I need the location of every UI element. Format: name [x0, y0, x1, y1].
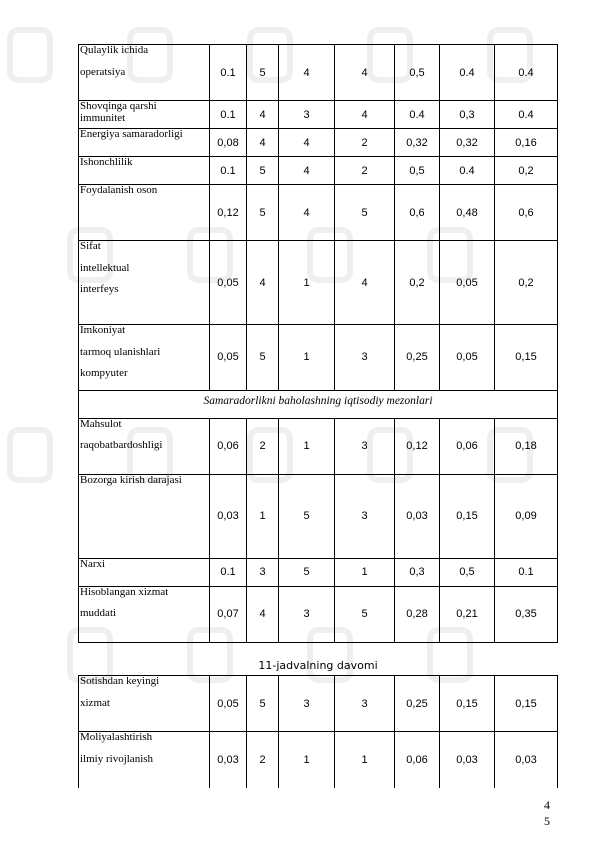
table-continuation-caption: 11-jadvalning davomi	[258, 659, 378, 672]
value-cell: 5	[247, 157, 279, 185]
value-cell: 0,6	[495, 185, 558, 241]
value-cell: 0,25	[395, 676, 440, 732]
value-cell: 4	[247, 241, 279, 325]
table-row	[79, 157, 558, 185]
criterion-label-line: muddati	[80, 607, 117, 620]
value-cell: 3	[279, 586, 335, 642]
value-cell: 5	[335, 586, 395, 642]
value-cell: 0,32	[395, 129, 440, 157]
value-cell: 4	[279, 45, 335, 101]
value-cell: 0.4	[495, 101, 558, 129]
criterion-cell	[79, 418, 210, 474]
value-cell: 1	[279, 325, 335, 391]
value-cell: 0,03	[210, 732, 247, 788]
value-cell: 0,03	[395, 474, 440, 558]
value-cell: 0,08	[210, 129, 247, 157]
value-cell: 0.1	[210, 558, 247, 586]
table-row	[79, 185, 558, 241]
value-cell: 0.1	[210, 101, 247, 129]
table-row	[79, 101, 558, 129]
value-cell: 1	[335, 558, 395, 586]
criterion-label-line: kompyuter	[80, 367, 128, 380]
value-cell: 3	[279, 676, 335, 732]
value-cell: 4	[335, 241, 395, 325]
value-cell: 0,21	[440, 586, 495, 642]
value-cell: 4	[247, 101, 279, 129]
criterion-label-line: Hisoblangan xizmat	[80, 585, 169, 598]
value-cell: 3	[335, 325, 395, 391]
criterion-cell	[79, 732, 210, 788]
value-cell: 0,28	[395, 586, 440, 642]
value-cell: 0,06	[395, 732, 440, 788]
criterion-label-line: interfeys	[80, 283, 119, 296]
value-cell: 3	[335, 474, 395, 558]
table-row	[79, 129, 558, 157]
criterion-label-line: xizmat	[80, 696, 110, 709]
criterion-cell	[79, 325, 210, 391]
value-cell: 4	[335, 101, 395, 129]
value-cell: 0,18	[495, 418, 558, 474]
value-cell: 0,32	[440, 129, 495, 157]
value-cell: 2	[335, 129, 395, 157]
value-cell: 4	[279, 129, 335, 157]
value-cell: 4	[279, 185, 335, 241]
value-cell: 0,35	[495, 586, 558, 642]
table-row	[79, 45, 558, 101]
table-row	[79, 732, 558, 788]
criterion-cell	[79, 558, 210, 586]
value-cell: 0.1	[210, 45, 247, 101]
criterion-cell	[79, 586, 210, 642]
page-number-digit: 4	[544, 798, 550, 812]
value-cell: 1	[279, 241, 335, 325]
table-row	[79, 676, 558, 732]
table-row	[79, 418, 558, 474]
value-cell: 5	[279, 474, 335, 558]
value-cell: 0,05	[440, 325, 495, 391]
value-cell: 0,48	[440, 185, 495, 241]
value-cell: 0,07	[210, 586, 247, 642]
value-cell: 5	[247, 45, 279, 101]
value-cell: 0,15	[495, 676, 558, 732]
value-cell: 0,15	[440, 676, 495, 732]
page-number-digit: 5	[544, 814, 550, 828]
value-cell: 5	[247, 185, 279, 241]
criterion-cell	[79, 185, 210, 241]
criterion-cell	[79, 101, 210, 129]
value-cell: 0,5	[440, 558, 495, 586]
value-cell: 5	[335, 185, 395, 241]
section-title: Samaradorlikni baholashning iqtisodiy mezonlari	[79, 390, 558, 418]
criterion-cell	[79, 129, 210, 157]
table-row	[79, 558, 558, 586]
criterion-label-line: Shovqinga qarshi	[80, 100, 157, 112]
table-row	[79, 325, 558, 391]
criterion-cell	[79, 474, 210, 558]
criterion-label-line: ilmiy rivojlanish	[80, 752, 154, 765]
value-cell: 0,6	[395, 185, 440, 241]
value-cell: 0,03	[210, 474, 247, 558]
value-cell: 0,15	[495, 325, 558, 391]
criterion-label-line: Qulaylik ichida	[80, 44, 149, 56]
criterion-label-line: intellektual	[80, 261, 130, 274]
value-cell: 0.4	[440, 157, 495, 185]
value-cell: 5	[247, 676, 279, 732]
value-cell: 0,5	[395, 157, 440, 185]
value-cell: 0.4	[440, 45, 495, 101]
criterion-label-line: tarmoq ulanishlari	[80, 345, 161, 358]
value-cell: 0,05	[210, 325, 247, 391]
value-cell: 0,16	[495, 129, 558, 157]
criterion-label-line: Sifat	[80, 240, 101, 252]
criterion-label-line: operatsiya	[80, 65, 126, 78]
value-cell: 0,2	[495, 241, 558, 325]
page-number	[540, 797, 554, 829]
value-cell: 4	[335, 45, 395, 101]
value-cell: 0,3	[395, 558, 440, 586]
criterion-label-line: immunitet	[80, 111, 126, 124]
value-cell: 0,05	[210, 241, 247, 325]
criterion-cell	[79, 45, 210, 101]
evaluation-table	[78, 44, 558, 643]
criterion-cell	[79, 241, 210, 325]
value-cell: 0,3	[440, 101, 495, 129]
evaluation-table-continued	[78, 675, 558, 788]
value-cell: 1	[279, 732, 335, 788]
value-cell: 0,12	[210, 185, 247, 241]
value-cell: 0,05	[440, 241, 495, 325]
value-cell: 0,09	[495, 474, 558, 558]
criterion-label-line: Foydalanish oson	[80, 184, 158, 196]
value-cell: 5	[279, 558, 335, 586]
value-cell: 5	[247, 325, 279, 391]
value-cell: 3	[247, 558, 279, 586]
criterion-label-line: Imkoniyat	[80, 324, 126, 336]
value-cell: 0,25	[395, 325, 440, 391]
value-cell: 4	[279, 157, 335, 185]
value-cell: 3	[335, 418, 395, 474]
criterion-label-line: Sotishdan keyingi	[80, 675, 160, 687]
criterion-label-line: Energiya samaradorligi	[80, 128, 183, 140]
value-cell: 0,03	[440, 732, 495, 788]
table-row	[79, 586, 558, 642]
value-cell: 0.1	[210, 157, 247, 185]
value-cell: 0,05	[210, 676, 247, 732]
value-cell: 3	[335, 676, 395, 732]
criterion-label-line: Mahsulot	[80, 417, 122, 430]
value-cell: 2	[247, 418, 279, 474]
value-cell: 4	[247, 129, 279, 157]
value-cell: 0,2	[395, 241, 440, 325]
criterion-label-line: Ishonchlilik	[80, 156, 133, 168]
criterion-label-line: Bozorga kirish darajasi	[80, 473, 182, 486]
value-cell: 0.1	[495, 558, 558, 586]
value-cell: 0,2	[495, 157, 558, 185]
section-row	[79, 390, 558, 418]
value-cell: 2	[247, 732, 279, 788]
value-cell: 0,12	[395, 418, 440, 474]
value-cell: 1	[279, 418, 335, 474]
value-cell: 1	[247, 474, 279, 558]
criterion-label-line: Moliyalashtirish	[80, 731, 153, 743]
criterion-label-line: Narxi	[80, 557, 106, 570]
value-cell: 0.4	[395, 101, 440, 129]
criterion-label-line: raqobatbardoshligi	[80, 439, 163, 452]
value-cell: 2	[335, 157, 395, 185]
value-cell: 0,06	[210, 418, 247, 474]
value-cell: 1	[335, 732, 395, 788]
criterion-cell	[79, 157, 210, 185]
value-cell: 0.4	[495, 45, 558, 101]
table-row	[79, 474, 558, 558]
value-cell: 0,03	[495, 732, 558, 788]
criterion-cell	[79, 676, 210, 732]
value-cell: 0,06	[440, 418, 495, 474]
value-cell: 0,15	[440, 474, 495, 558]
value-cell: 4	[247, 586, 279, 642]
table-row	[79, 241, 558, 325]
value-cell: 3	[279, 101, 335, 129]
value-cell: 0,5	[395, 45, 440, 101]
